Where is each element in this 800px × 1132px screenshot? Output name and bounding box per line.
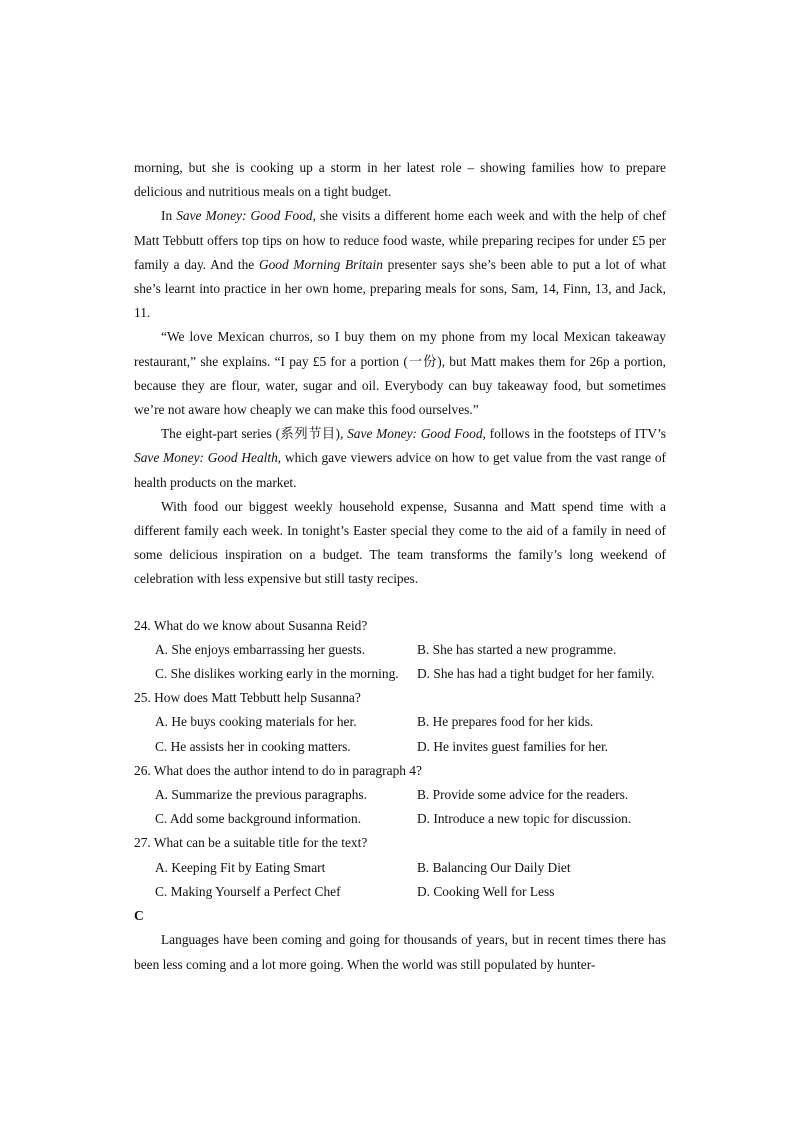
options-row [134, 662, 666, 686]
option-a: A. He buys cooking materials for her. [155, 714, 357, 730]
option-c: C. Making Yourself a Perfect Chef [155, 883, 341, 899]
options-row [134, 638, 666, 662]
passage-b-paragraph-3: “We love Mexican churros, so I buy them on my phone from my local Mexican takeaway restaurant,” she explains. “I pay £5 for a portion (一份), but Matt makes them for 26p a portion, because they are flour, water, sugar and oil. Everybody can buy takeaway food, but sometimes we’re not aware how cheaply we can make this food ourselves.” [134, 329, 666, 418]
question-stem: 24. What do we know about Susanna Reid? [134, 617, 368, 633]
question-26 [134, 759, 666, 832]
section-gap [134, 592, 666, 614]
option-b: B. He prepares food for her kids. [417, 714, 594, 730]
options-row [134, 856, 666, 880]
question-stem: 27. What can be a suitable title for the text? [134, 835, 368, 851]
option-b: B. She has started a new programme. [417, 641, 617, 657]
options-row [134, 880, 666, 904]
options-row [134, 735, 666, 759]
passage-content [134, 156, 666, 977]
option-c: C. Add some background information. [155, 811, 362, 827]
options-row [134, 783, 666, 807]
passage-b-paragraph-1: morning, but she is cooking up a storm in her latest role – showing families how to prepare delicious and nutritious meals on a tight budget. [134, 160, 666, 200]
option-a: A. Summarize the previous paragraphs. [155, 787, 367, 803]
options-row [134, 807, 666, 831]
passage-b-paragraph-2: In Save Money: Good Food, she visits a different home each week and with the help of chef Matt Tebbutt offers top tips on how to reduce food waste, while preparing recipes for under £5 per family a day. And the Good Morning Britain presenter says she’s been able to put a lot of what she’s learnt into practice in her own home, preparing meals for sons, Sam, 14, Finn, 13, and Jack, 11. [134, 208, 666, 321]
passage-c-heading: C [134, 908, 144, 924]
options-row [134, 710, 666, 734]
option-c: C. He assists her in cooking matters. [155, 738, 351, 754]
question-stem: 26. What does the author intend to do in paragraph 4? [134, 762, 422, 778]
option-a: A. Keeping Fit by Eating Smart [155, 859, 326, 875]
question-27 [134, 831, 666, 904]
passage-b-paragraph-5: With food our biggest weekly household expense, Susanna and Matt spend time with a different family each week. In tonight’s Easter special they come to the aid of a family in need of some delicious inspiration on a budget. The team transforms the family’s long weekend of celebration with less expensive but still tasty recipes. [134, 498, 666, 587]
option-b: B. Balancing Our Daily Diet [417, 859, 571, 875]
passage-b-paragraph-4: The eight-part series (系列节目), Save Money: Good Food, follows in the footsteps of ITV’s Save Money: Good Health, which gave viewers advice on how to get value from the vast range of health products on the market. [134, 426, 667, 490]
option-d: D. She has had a tight budget for her family. [417, 666, 655, 682]
question-25 [134, 686, 666, 759]
question-stem: 25. How does Matt Tebbutt help Susanna? [134, 690, 361, 706]
option-c: C. She dislikes working early in the morning. [155, 666, 399, 682]
question-24 [134, 614, 666, 687]
option-a: A. She enjoys embarrassing her guests. [155, 641, 366, 657]
option-b: B. Provide some advice for the readers. [417, 787, 629, 803]
option-d: D. Introduce a new topic for discussion. [417, 811, 632, 827]
option-d: D. Cooking Well for Less [417, 883, 555, 899]
option-d: D. He invites guest families for her. [417, 738, 609, 754]
passage-c-paragraph-1: Languages have been coming and going for thousands of years, but in recent times there has been less coming and a lot more going. When the world was still populated by hunter- [134, 932, 666, 972]
